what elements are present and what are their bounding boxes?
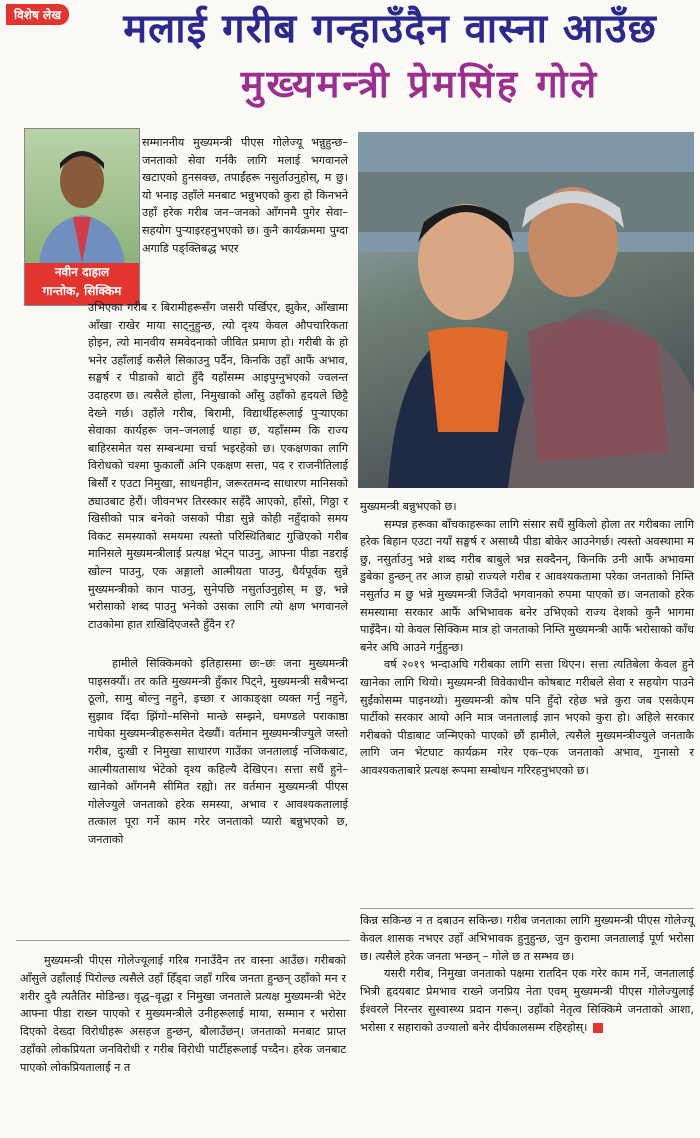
article-col1-top [142, 134, 348, 257]
bottom-box-left [20, 952, 346, 1077]
article-col1-middle [88, 299, 348, 633]
paragraph: वर्ष २०१९ भन्दाअघि गरीबका लागि सत्ता थिएन। सत्ता त्यतिबेला केवल हुने खानेका लागि थियो। मुख्यमन्त्री विवेकाधीन कोषबाट गरीबले सेवा र सहयोग पाउने सुईंकोसम्म पाइनथ्यो। मुख्यमन्त्री कोष पनि हुँदो रहेछ भन्ने कुरा जब एसकेएम पार्टीको सरकार आयो अनि मात्र जनतालाई ज्ञान भएको कुरा हो। अहिले सरकार गरीबको पीडाबाट जन्मिएको पाएको छौं हामीले, त्यसैले मुख्यमन्त्रीज्युले जनताकै लागि जन भेटघाट कार्यक्रम गरेर एक–एक जनताको अभाव, गुनासो र आवश्यकताबारे प्रत्यक्ष रूपमा सम्बोधन गरिरहनुभएको छ। [360, 658, 694, 777]
paragraph: सम्पन्न हरूका बाँचकाहरूका लागि संसार सधैं सुकिलो होला तर गरीबका लागि हरेक बिहान एउटा नयाँ सङ्घर्ष र असाध्यै पीडा बोकेर आउनेगर्छ। त्यस्तो अवस्थामा म छु, नसुर्ताउनु भन्ने शब्द गरीब बाबुले भन्न सक्दैनन्, किनकि उनी आफैं अभावमा डुबेका हुन्छन् तर आज हाम्रो राज्यले गरीब र आवश्यकतामा परेका जनताको निम्ति नसुर्ताउ म छु भन्ने मुख्यमन्त्री जिउँदो भगवानको रुपमा पाएको छ। जनताको हरेक समस्यामा सरकार आफैं अभिभावक बनेर उभिएको राज्य देशको कुनै भागमा पाइँदैन। यो केवल सिक्किम मात्र हो जनताको निम्ति मुख्यमन्त्री आफैं भरोसाको काँध बनेर अघि आउने गर्नुहुन्छ। [360, 517, 694, 654]
subhead: मुख्यमन्त्री प्रेमसिंह गोले [240, 62, 600, 106]
paragraph: हामीले सिक्किमको इतिहासमा छः–छः जना मुख्यमन्त्री पाइसक्यौं। तर कति मुख्यमन्त्री हुँकार पिट्ने, मुख्यमन्त्री सबैभन्दा ठूलो, सामु बोल्नु नहुने, इच्छा र आकाङ्क्षा व्यक्त गर्नु नहुने, सुझाव दिँदा झिंगो–मसिनो मान्छे सम्झने, घमण्डले पराकाष्ठा नाघेका मुख्यमन्त्रीहरूसमेत देख्यौं। वर्तमान मुख्यमन्त्रीज्युले जस्तो गरीब, दुःखी र निमुखा साधारण गाउँका जनतालाई नजिकबाट, आत्मीयतासाथ भेटेको दृश्य कहिल्यै देखिएन। सत्ता सधैं हुने–खानेको आँगनमै सीमित रह्यो। तर वर्तमान मुख्यमन्त्री पीएस गोलेज्युले जनताको हरेक समस्या, अभाव र आवश्यकतालाई तत्काल पूरा गर्ने काम गरेर जनताको प्यारो बन्नुभएको छ, जनताको [88, 657, 348, 846]
author-place: गान्तोक, सिक्किम [42, 284, 122, 298]
author-name: नवीन दाहाल [54, 265, 110, 279]
paragraph: उभिएका गरीब र बिरामीहरूसँग जसरी पर्खिएर, झुकेर, आँखामा आँखा राखेर माया साट्नुहुन्छ, त्यो दृश्य केवल औपचारिकता होइन, त्यो मानवीय समवेदनाको जीवित प्रमाण हो। गरीबी के हो भनेर उहाँलाई कसैले सिकाउनु पर्दैन, किनकि उहाँ आफैं अभाव, सङ्घर्ष र पीडाको बाटो हुँदै यहाँसम्म आइपुग्नुभएको ज्वलन्त उदाहरण छ। त्यसैले होला, निमुखाको आँसु उहाँको हृदयले छिट्टै देख्ने गर्छ। उहाँले गरीब, बिरामी, विद्यार्थीहरूलाई पुऱ्याएका सेवाका कार्यहरू जन–जनलाई थाहा छ, यहाँसम्म कि राज्य बाहिरसमेत यस सम्बन्धमा चर्चा भइरहेको छ। एकक्षणका लागि विरोधको चश्मा फुकालौं अनि एकक्षण सत्ता, पद र राजनीतिलाई बिर्सौं र एउटा निमुखा, साधनहीन, जरूरतमन्द साधारण मानिसको ठ्याउबाट हेरौं। जीवनभर तिरस्कार सहँदै आएको, हाँसो, गिठ्ठा र खिसीको पात्र बनेको जसको पीडा सुन्ने कोही नहुँदाको समय विकट समस्याको समयमा त्यस्तो परिस्थितिबाट गुज्रिएको गरीब मानिसले मुख्यमन्त्रीलाई प्रत्यक्ष भेट्न पाउनु, आफ्ना पीडा नडराई खोल्न पाउनु, एक अङ्गालो आत्मीयता पाउनु, धैर्यपूर्वक सुन्ने मुख्यमन्त्रीको कान पाउनु, सुनेपछि नसुर्ताउनुहोस् म छु, भन्ने भरोसाको शब्द पाउनु भनेको उसका लागि त्यो क्षण भगवानले टाउकोमा हात राखिदिएजस्तै हुँदैन र? [88, 301, 348, 631]
author-box [24, 128, 140, 306]
paragraph: सम्माननीय मुख्यमन्त्री पीएस गोलेज्यू भन्नुहुन्छ– जनताको सेवा गर्नकै लागि मलाई भगवानले खटाएको हुनसक्छ, तपाईंहरू नसुर्ताउनुहोस्, म छु। यो भनाइ उहाँले मनबाट भन्नुभएको कुरा हो किनभने उहाँ हरेक गरीब जन–जनको आँगनमै पुगेर सेवा–सहयोग पुऱ्याइरहनुभएको छ। कुनै कार्यक्रममा पुग्दा अगाडि पङ्क्तिबद्ध भएर [142, 136, 348, 255]
lead-photo [358, 132, 694, 488]
paragraph: मुख्यमन्त्री पीएस गोलेज्यूलाई गरिब गनाउँदैन तर वास्ना आउँछ। गरीबको आँसुले उहाँलाई पिरोल्छ त्यसैले उहाँ हिँड्दा जहाँ गरिब जनता हुन्छन् उहाँको मन र शरीर दुवै त्यतैतिर मोडिन्छ। वृद्ध–वृद्धा र निमुखा जनताले प्रत्यक्ष मुख्यमन्त्री भेटेर आफ्ना पीडा राख्न पाएको र मुख्यमन्त्रीले उनीहरूलाई माया, सम्मान र भरोसा दिएको देख्दा विरोधीहरू असहज हुन्छन्, बौलाउँछन्। जनताको मनबाट प्राप्त उहाँको लोकप्रियता जनविरोधी र गरीब विरोधी पार्टीहरूलाई पच्दैन। हरेक जनबाट पाएको लोकप्रियतालाई न त [20, 954, 346, 1074]
headline: मलाई गरीब गन्हाउँदैन वास्ना आउँछ [123, 6, 657, 52]
section-badge: विशेष लेख [6, 4, 69, 25]
box-divider [16, 940, 350, 941]
paragraph-text: यसरी गरीब, निमुखा जनताको पक्षमा रातदिन एक गरेर काम गर्ने, जनतालाई भित्री हृदयबाट प्रेमभाव राख्ने जनप्रिय नेता एवम् मुख्यमन्त्री पीएस गोलेज्युलाई ईश्वरले निरन्तर सुस्वास्थ्य प्रदान गरून्। उहाँको नेतृत्व सिक्किमे जनताको आशा, भरोसा र सहाराको उज्यालो बनेर दीर्घकालसम्म रहिरहोस्। [360, 967, 694, 1034]
paragraph [360, 965, 694, 1036]
end-mark-icon [593, 1023, 603, 1033]
author-photo [25, 129, 139, 263]
article-col1-bottom [88, 655, 348, 849]
article-col2 [360, 498, 694, 780]
paragraph: मुख्यमन्त्री बन्नुभएको छ। [360, 500, 457, 513]
box-divider [360, 908, 694, 909]
paragraph: किन्न सकिन्छ न त दबाउन सकिन्छ। गरीब जनताका लागि मुख्यमन्त्री पीएस गोलेज्यू केवल शासक नभएर उहाँ अभिभावक हुनुहुन्छ, जुन कुरामा जनतालाई पूर्ण भरोसा छ। त्यसैले हरेक जनता भन्छन् – गोले छ त सम्भव छ। [360, 914, 694, 963]
bottom-box-right [360, 912, 694, 1037]
